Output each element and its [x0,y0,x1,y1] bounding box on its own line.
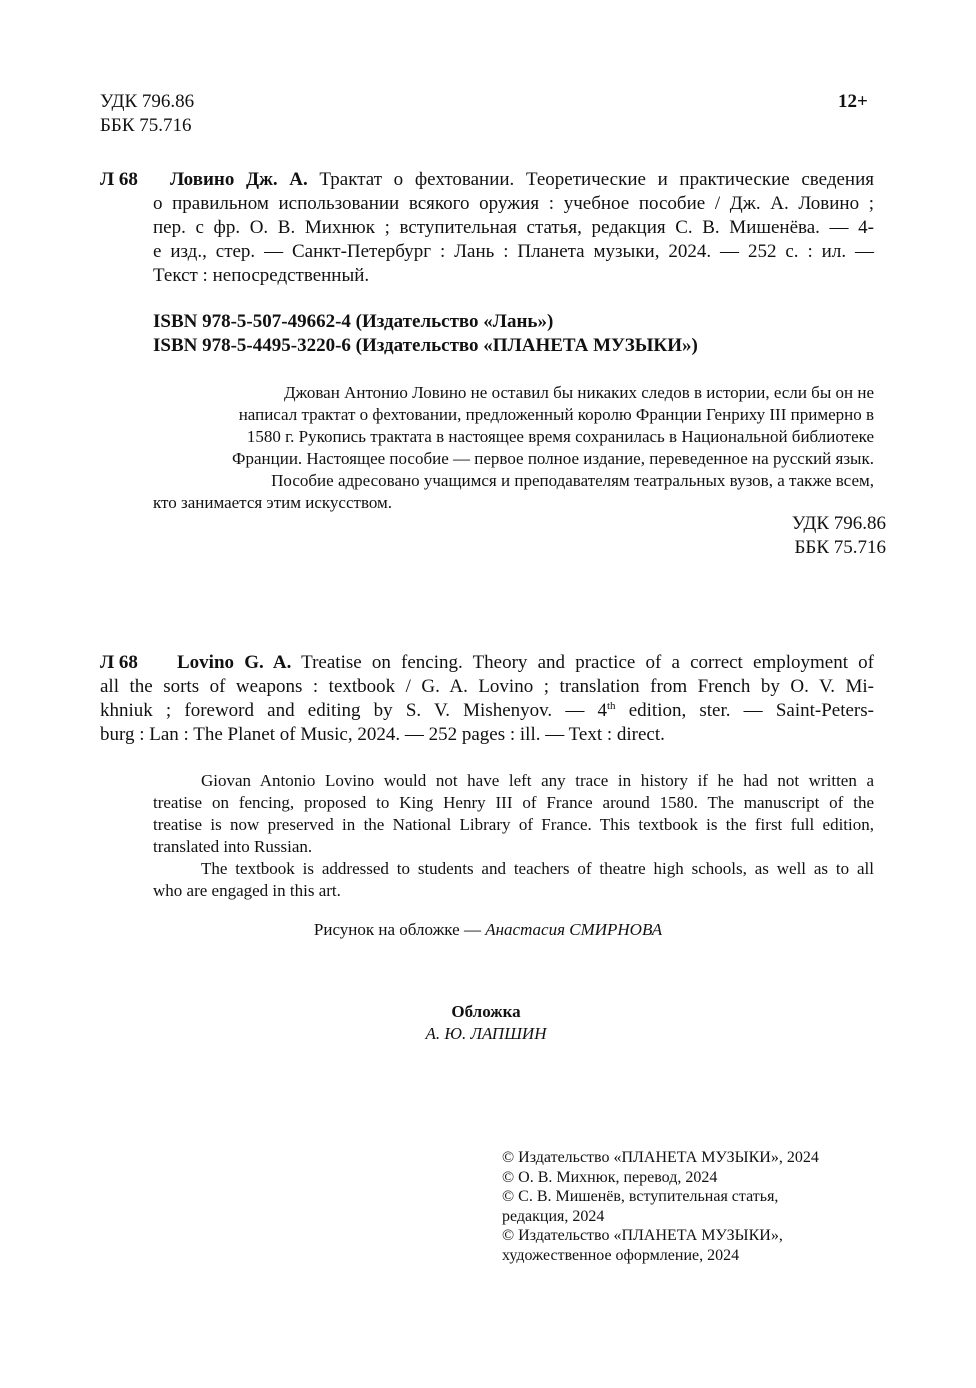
ru-annotation-line2: написал трактат о фехтовании, предложенный королю Франции Генриху III примерно в [238,405,874,424]
en-entry-line2: all the sorts of weapons : textbook / G. A. Lovino ; translation from French by O. V. Mi- [100,676,874,697]
en-annotation-p1-line1: Giovan Antonio Lovino would not have left any trace in history if he had not written a [201,771,874,790]
udk-code: УДК 796.86 [100,91,195,112]
classification-block [100,90,194,138]
ru-annotation-line1: Джован Антонио Ловино не оставил бы никаких следов в истории, если бы он не [283,383,874,402]
en-entry-line1: Lovino G. A. Treatise on fencing. Theory and practice of a correct employment of [177,652,874,673]
udk-code-bottom: УДК 796.86 [791,513,886,534]
ru-annotation-line6: кто занимается этим искусством. [153,493,393,512]
ru-entry-line3: пер. с фр. О. В. Михнюк ; вступительная статья, редакция С. В. Мишенёва. — 4- [153,217,874,238]
ru-entry-code: Л 68 [100,169,138,190]
copyright-line6: художественное оформление, 2024 [502,1246,740,1264]
copyright-line1: © Издательство «ПЛАНЕТА МУЗЫКИ», 2024 [502,1149,819,1166]
copyright-line2: © О. В. Михнюк, перевод, 2024 [502,1168,718,1186]
en-annotation-p1-line3: treatise is now preserved in the National Library of France. This textbook is the first full edition, [153,815,874,834]
copyright-block [502,1148,882,1265]
cover-art-credit [0,919,976,941]
en-entry-code: Л 68 [100,652,138,673]
cover-credit [386,1001,586,1045]
ru-entry-line2: о правильном использовании всякого оружия : учебное пособие / Дж. А. Ловино ; [153,193,874,214]
classification-block-bottom [700,512,886,560]
isbn-lan: ISBN 978-5-507-49662-4 (Издательство «Лань») [153,311,554,332]
isbn-planeta: ISBN 978-5-4495-3220-6 (Издательство «ПЛАНЕТА МУЗЫКИ») [153,335,698,356]
cover-art-artist: Анастасия СМИРНОВА [485,920,663,939]
en-entry-line4: burg : Lan : The Planet of Music, 2024. — 252 pages : ill. — Text : direct. [100,724,665,745]
ru-annotation-line4: Франции. Настоящее пособие — первое полное издание, переведенное на русский язык. [232,449,874,468]
cover-heading: Обложка [451,1002,521,1021]
cover-designer: А. Ю. ЛАПШИН [425,1024,547,1043]
isbn-block [153,310,698,358]
copyright-line3: © С. В. Мишенёв, вступительная статья, [502,1188,779,1205]
cover-art-label: Рисунок на обложке — [313,920,486,939]
en-annotation-p1-line2: treatise on fencing, proposed to King Henry III of France around 1580. The manuscript of the [153,793,874,812]
en-annotation-p1-line4: translated into Russian. [153,837,313,856]
ru-entry-line4: е изд., стер. — Санкт-Петербург : Лань : Планета музыки, 2024. — 252 с. : ил. — [153,241,874,262]
ru-annotation-line5: Пособие адресовано учащимся и преподавателям театральных вузов, а также всем, [271,471,874,490]
ru-entry [153,168,874,288]
ru-entry-line1: Ловино Дж. А. Трактат о фехтовании. Теоретические и практические сведения [170,169,874,190]
en-annotation [153,770,874,902]
copyright-line4: редакция, 2024 [502,1207,605,1225]
en-entry-line3: khniuk ; foreword and editing by S. V. Mishenyov. — 4th edition, ster. — Saint-Peters- [100,700,874,721]
en-entry-author: Lovino G. A. [177,652,292,673]
ru-entry-line5: Текст : непосредственный. [153,265,370,286]
ru-entry-author: Ловино Дж. А. [170,169,308,190]
bbk-code: ББК 75.716 [100,115,192,136]
en-annotation-p2-line2: who are engaged in this art. [153,881,341,900]
ru-annotation-line3: 1580 г. Рукопись трактата в настоящее время сохранилась в Национальной библиотеке [246,427,874,446]
en-annotation-p2-line1: The textbook is addressed to students and teachers of theatre high schools, as well as to all [201,859,874,878]
copyright-line5: © Издательство «ПЛАНЕТА МУЗЫКИ», [502,1227,783,1244]
bbk-code-bottom: ББК 75.716 [794,537,886,558]
ru-annotation [153,382,874,514]
age-rating: 12+ [838,91,868,112]
